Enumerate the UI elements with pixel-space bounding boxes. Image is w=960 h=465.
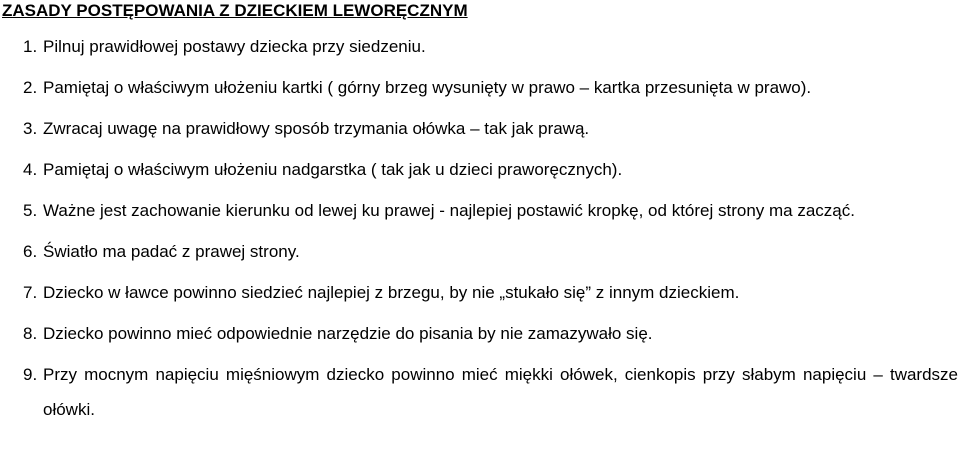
rule-number: 4. [23,160,38,179]
rule-item [23,281,958,304]
rule-number: 3. [23,119,38,138]
rule-item [23,158,958,181]
rule-item [23,199,958,228]
rule-item [23,117,958,140]
rules-list [23,35,958,439]
rule-text: Dziecko powinno mieć odpowiednie narzędzie do pisania by nie zamazywało się. [43,324,653,343]
rule-text: Ważne jest zachowanie kierunku od lewej ku prawej - najlepiej postawić kropkę, od której strony ma zacząć. [43,201,855,220]
rule-number: 7. [23,283,38,302]
rule-number: 5. [23,201,38,220]
rule-text: Pilnuj prawidłowej postawy dziecka przy siedzeniu. [43,37,426,56]
rule-text: Pamiętaj o właściwym ułożeniu nadgarstka ( tak jak u dzieci praworęcznych). [43,160,623,179]
rule-number: 9. [23,365,38,384]
rule-item [23,322,958,345]
rule-text: Przy mocnym napięciu mięśniowym dziecko powinno mieć miękki ołówek, cienkopis przy słabym napięciu – twardsze ołówki. [43,365,958,419]
rule-number: 8. [23,324,38,343]
rule-text: Światło ma padać z prawej strony. [43,242,300,261]
rule-item [23,363,958,427]
document-title: ZASADY POSTĘPOWANIA Z DZIECKIEM LEWORĘCZNYM [2,1,468,20]
rule-item [23,240,958,263]
rule-number: 6. [23,242,38,261]
rule-item [23,35,958,58]
rule-number: 1. [23,37,38,56]
rule-item [23,76,958,99]
rule-text: Pamiętaj o właściwym ułożeniu kartki ( górny brzeg wysunięty w prawo – kartka przesunięta w prawo). [43,78,812,97]
rule-text: Zwracaj uwagę na prawidłowy sposób trzymania ołówka – tak jak prawą. [43,119,590,138]
rule-text: Dziecko w ławce powinno siedzieć najlepiej z brzegu, by nie „stukało się” z innym dzieckiem. [43,283,740,302]
rule-number: 2. [23,78,38,97]
